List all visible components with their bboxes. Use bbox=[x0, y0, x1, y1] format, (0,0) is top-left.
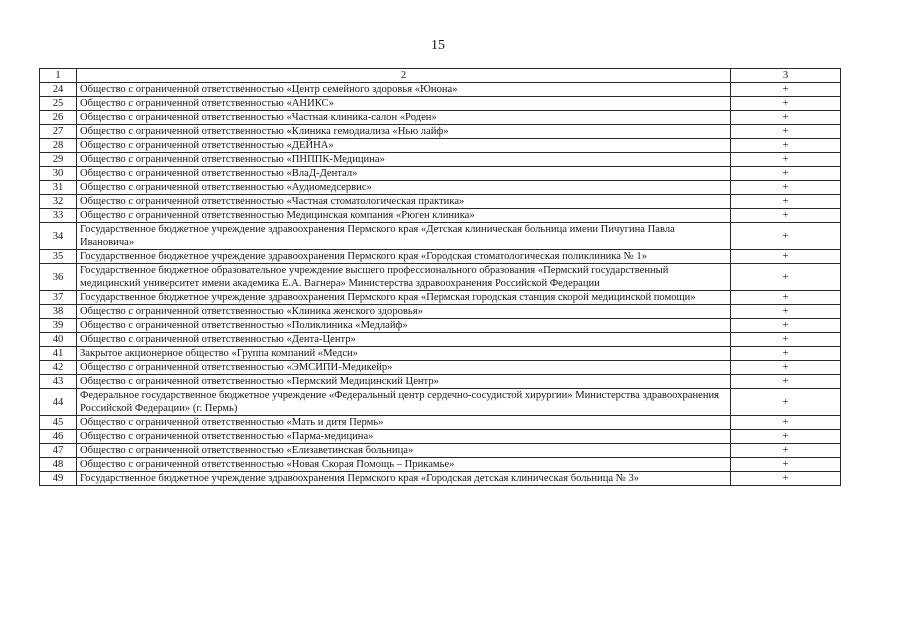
row-number: 46 bbox=[40, 430, 77, 444]
inclusion-mark: + bbox=[731, 416, 841, 430]
row-number: 25 bbox=[40, 97, 77, 111]
inclusion-mark: + bbox=[731, 97, 841, 111]
table-row bbox=[40, 181, 841, 195]
inclusion-mark: + bbox=[731, 333, 841, 347]
inclusion-mark: + bbox=[731, 83, 841, 97]
organization-name: Общество с ограниченной ответственностью «Парма-медицина» bbox=[77, 430, 731, 444]
row-number: 32 bbox=[40, 195, 77, 209]
table-row bbox=[40, 458, 841, 472]
column-header-number: 1 bbox=[40, 69, 77, 83]
row-number: 48 bbox=[40, 458, 77, 472]
organization-name: Общество с ограниченной ответственностью «Новая Скорая Помощь – Прикамье» bbox=[77, 458, 731, 472]
table-row bbox=[40, 195, 841, 209]
row-number: 27 bbox=[40, 125, 77, 139]
row-number: 49 bbox=[40, 472, 77, 486]
inclusion-mark: + bbox=[731, 153, 841, 167]
row-number: 28 bbox=[40, 139, 77, 153]
table-row bbox=[40, 472, 841, 486]
table-row bbox=[40, 250, 841, 264]
row-number: 38 bbox=[40, 305, 77, 319]
organization-name: Общество с ограниченной ответственностью «ПНППК-Медицина» bbox=[77, 153, 731, 167]
row-number: 39 bbox=[40, 319, 77, 333]
row-number: 31 bbox=[40, 181, 77, 195]
organization-name: Общество с ограниченной ответственностью «Дента-Центр» bbox=[77, 333, 731, 347]
row-number: 30 bbox=[40, 167, 77, 181]
row-number: 34 bbox=[40, 223, 77, 250]
table-row bbox=[40, 209, 841, 223]
row-number: 47 bbox=[40, 444, 77, 458]
table-row bbox=[40, 347, 841, 361]
row-number: 43 bbox=[40, 375, 77, 389]
inclusion-mark: + bbox=[731, 361, 841, 375]
organization-name: Общество с ограниченной ответственностью «Мать и дитя Пермь» bbox=[77, 416, 731, 430]
inclusion-mark: + bbox=[731, 139, 841, 153]
table-row bbox=[40, 167, 841, 181]
table-row bbox=[40, 125, 841, 139]
organization-name: Общество с ограниченной ответственностью «Клиника гемодиализа «Нью лайф» bbox=[77, 125, 731, 139]
table-row bbox=[40, 83, 841, 97]
table-row bbox=[40, 319, 841, 333]
inclusion-mark: + bbox=[731, 125, 841, 139]
organization-name: Общество с ограниченной ответственностью Медицинская компания «Рюген клиника» bbox=[77, 209, 731, 223]
inclusion-mark: + bbox=[731, 111, 841, 125]
table-row bbox=[40, 139, 841, 153]
inclusion-mark: + bbox=[731, 444, 841, 458]
table-row bbox=[40, 291, 841, 305]
organization-name: Федеральное государственное бюджетное учреждение «Федеральный центр сердечно-сосудистой хирургии» Министерства здравоохранения Российской Федерации» (г. Пермь) bbox=[77, 389, 731, 416]
column-header-name: 2 bbox=[77, 69, 731, 83]
organization-name: Общество с ограниченной ответственностью «Центр семейного здоровья «Юнона» bbox=[77, 83, 731, 97]
row-number: 36 bbox=[40, 264, 77, 291]
organization-name: Общество с ограниченной ответственностью «АНИКС» bbox=[77, 97, 731, 111]
row-number: 45 bbox=[40, 416, 77, 430]
table-row bbox=[40, 375, 841, 389]
organization-name: Общество с ограниченной ответственностью «Частная стоматологическая практика» bbox=[77, 195, 731, 209]
row-number: 33 bbox=[40, 209, 77, 223]
row-number: 29 bbox=[40, 153, 77, 167]
organization-name: Общество с ограниченной ответственностью «ДЕЙНА» bbox=[77, 139, 731, 153]
organization-name: Общество с ограниченной ответственностью «Аудиомедсервис» bbox=[77, 181, 731, 195]
table-row bbox=[40, 153, 841, 167]
inclusion-mark: + bbox=[731, 319, 841, 333]
page-number: 15 bbox=[431, 38, 445, 53]
row-number: 24 bbox=[40, 83, 77, 97]
row-number: 40 bbox=[40, 333, 77, 347]
organizations-table bbox=[39, 68, 841, 486]
inclusion-mark: + bbox=[731, 264, 841, 291]
organization-name: Общество с ограниченной ответственностью «Клиника женского здоровья» bbox=[77, 305, 731, 319]
organization-name: Общество с ограниченной ответственностью «Пермский Медицинский Центр» bbox=[77, 375, 731, 389]
table-row bbox=[40, 264, 841, 291]
table-row bbox=[40, 333, 841, 347]
inclusion-mark: + bbox=[731, 472, 841, 486]
inclusion-mark: + bbox=[731, 291, 841, 305]
table-row bbox=[40, 444, 841, 458]
organization-name: Государственное бюджетное образовательное учреждение высшего профессионального образования «Пермский государственный медицинский университет имени академика Е.А. Вагнера» Министерства здравоохранения Российской Федерации bbox=[77, 264, 731, 291]
table-row bbox=[40, 361, 841, 375]
organization-name: Государственное бюджетное учреждение здравоохранения Пермского края «Детская клиническая больница имени Пичугина Павла Ивановича» bbox=[77, 223, 731, 250]
row-number: 41 bbox=[40, 347, 77, 361]
table-row bbox=[40, 111, 841, 125]
inclusion-mark: + bbox=[731, 167, 841, 181]
table-header-row bbox=[40, 69, 841, 83]
table-row bbox=[40, 430, 841, 444]
organization-name: Государственное бюджетное учреждение здравоохранения Пермского края «Городская стоматологическая поликлиника № 1» bbox=[77, 250, 731, 264]
organization-name: Общество с ограниченной ответственностью «Елизаветинская больница» bbox=[77, 444, 731, 458]
column-header-mark: 3 bbox=[731, 69, 841, 83]
row-number: 35 bbox=[40, 250, 77, 264]
inclusion-mark: + bbox=[731, 223, 841, 250]
inclusion-mark: + bbox=[731, 347, 841, 361]
table-row bbox=[40, 305, 841, 319]
organization-name: Государственное бюджетное учреждение здравоохранения Пермского края «Городская детская клиническая больница № 3» bbox=[77, 472, 731, 486]
row-number: 37 bbox=[40, 291, 77, 305]
inclusion-mark: + bbox=[731, 375, 841, 389]
inclusion-mark: + bbox=[731, 430, 841, 444]
organization-name: Общество с ограниченной ответственностью «Частная клиника-салон «Роден» bbox=[77, 111, 731, 125]
inclusion-mark: + bbox=[731, 389, 841, 416]
inclusion-mark: + bbox=[731, 250, 841, 264]
inclusion-mark: + bbox=[731, 209, 841, 223]
organization-name: Общество с ограниченной ответственностью «ЭМСИПИ-Медикейр» bbox=[77, 361, 731, 375]
inclusion-mark: + bbox=[731, 181, 841, 195]
organization-name: Общество с ограниченной ответственностью «ВлаД-Дентал» bbox=[77, 167, 731, 181]
row-number: 44 bbox=[40, 389, 77, 416]
inclusion-mark: + bbox=[731, 458, 841, 472]
table-row bbox=[40, 389, 841, 416]
inclusion-mark: + bbox=[731, 195, 841, 209]
table-row bbox=[40, 416, 841, 430]
table-row bbox=[40, 97, 841, 111]
organization-name: Закрытое акционерное общество «Группа компаний «Медси» bbox=[77, 347, 731, 361]
row-number: 42 bbox=[40, 361, 77, 375]
table-row bbox=[40, 223, 841, 250]
inclusion-mark: + bbox=[731, 305, 841, 319]
organization-name: Государственное бюджетное учреждение здравоохранения Пермского края «Пермская городская станция скорой медицинской помощи» bbox=[77, 291, 731, 305]
row-number: 26 bbox=[40, 111, 77, 125]
organization-name: Общество с ограниченной ответственностью «Поликлиника «Медлайф» bbox=[77, 319, 731, 333]
